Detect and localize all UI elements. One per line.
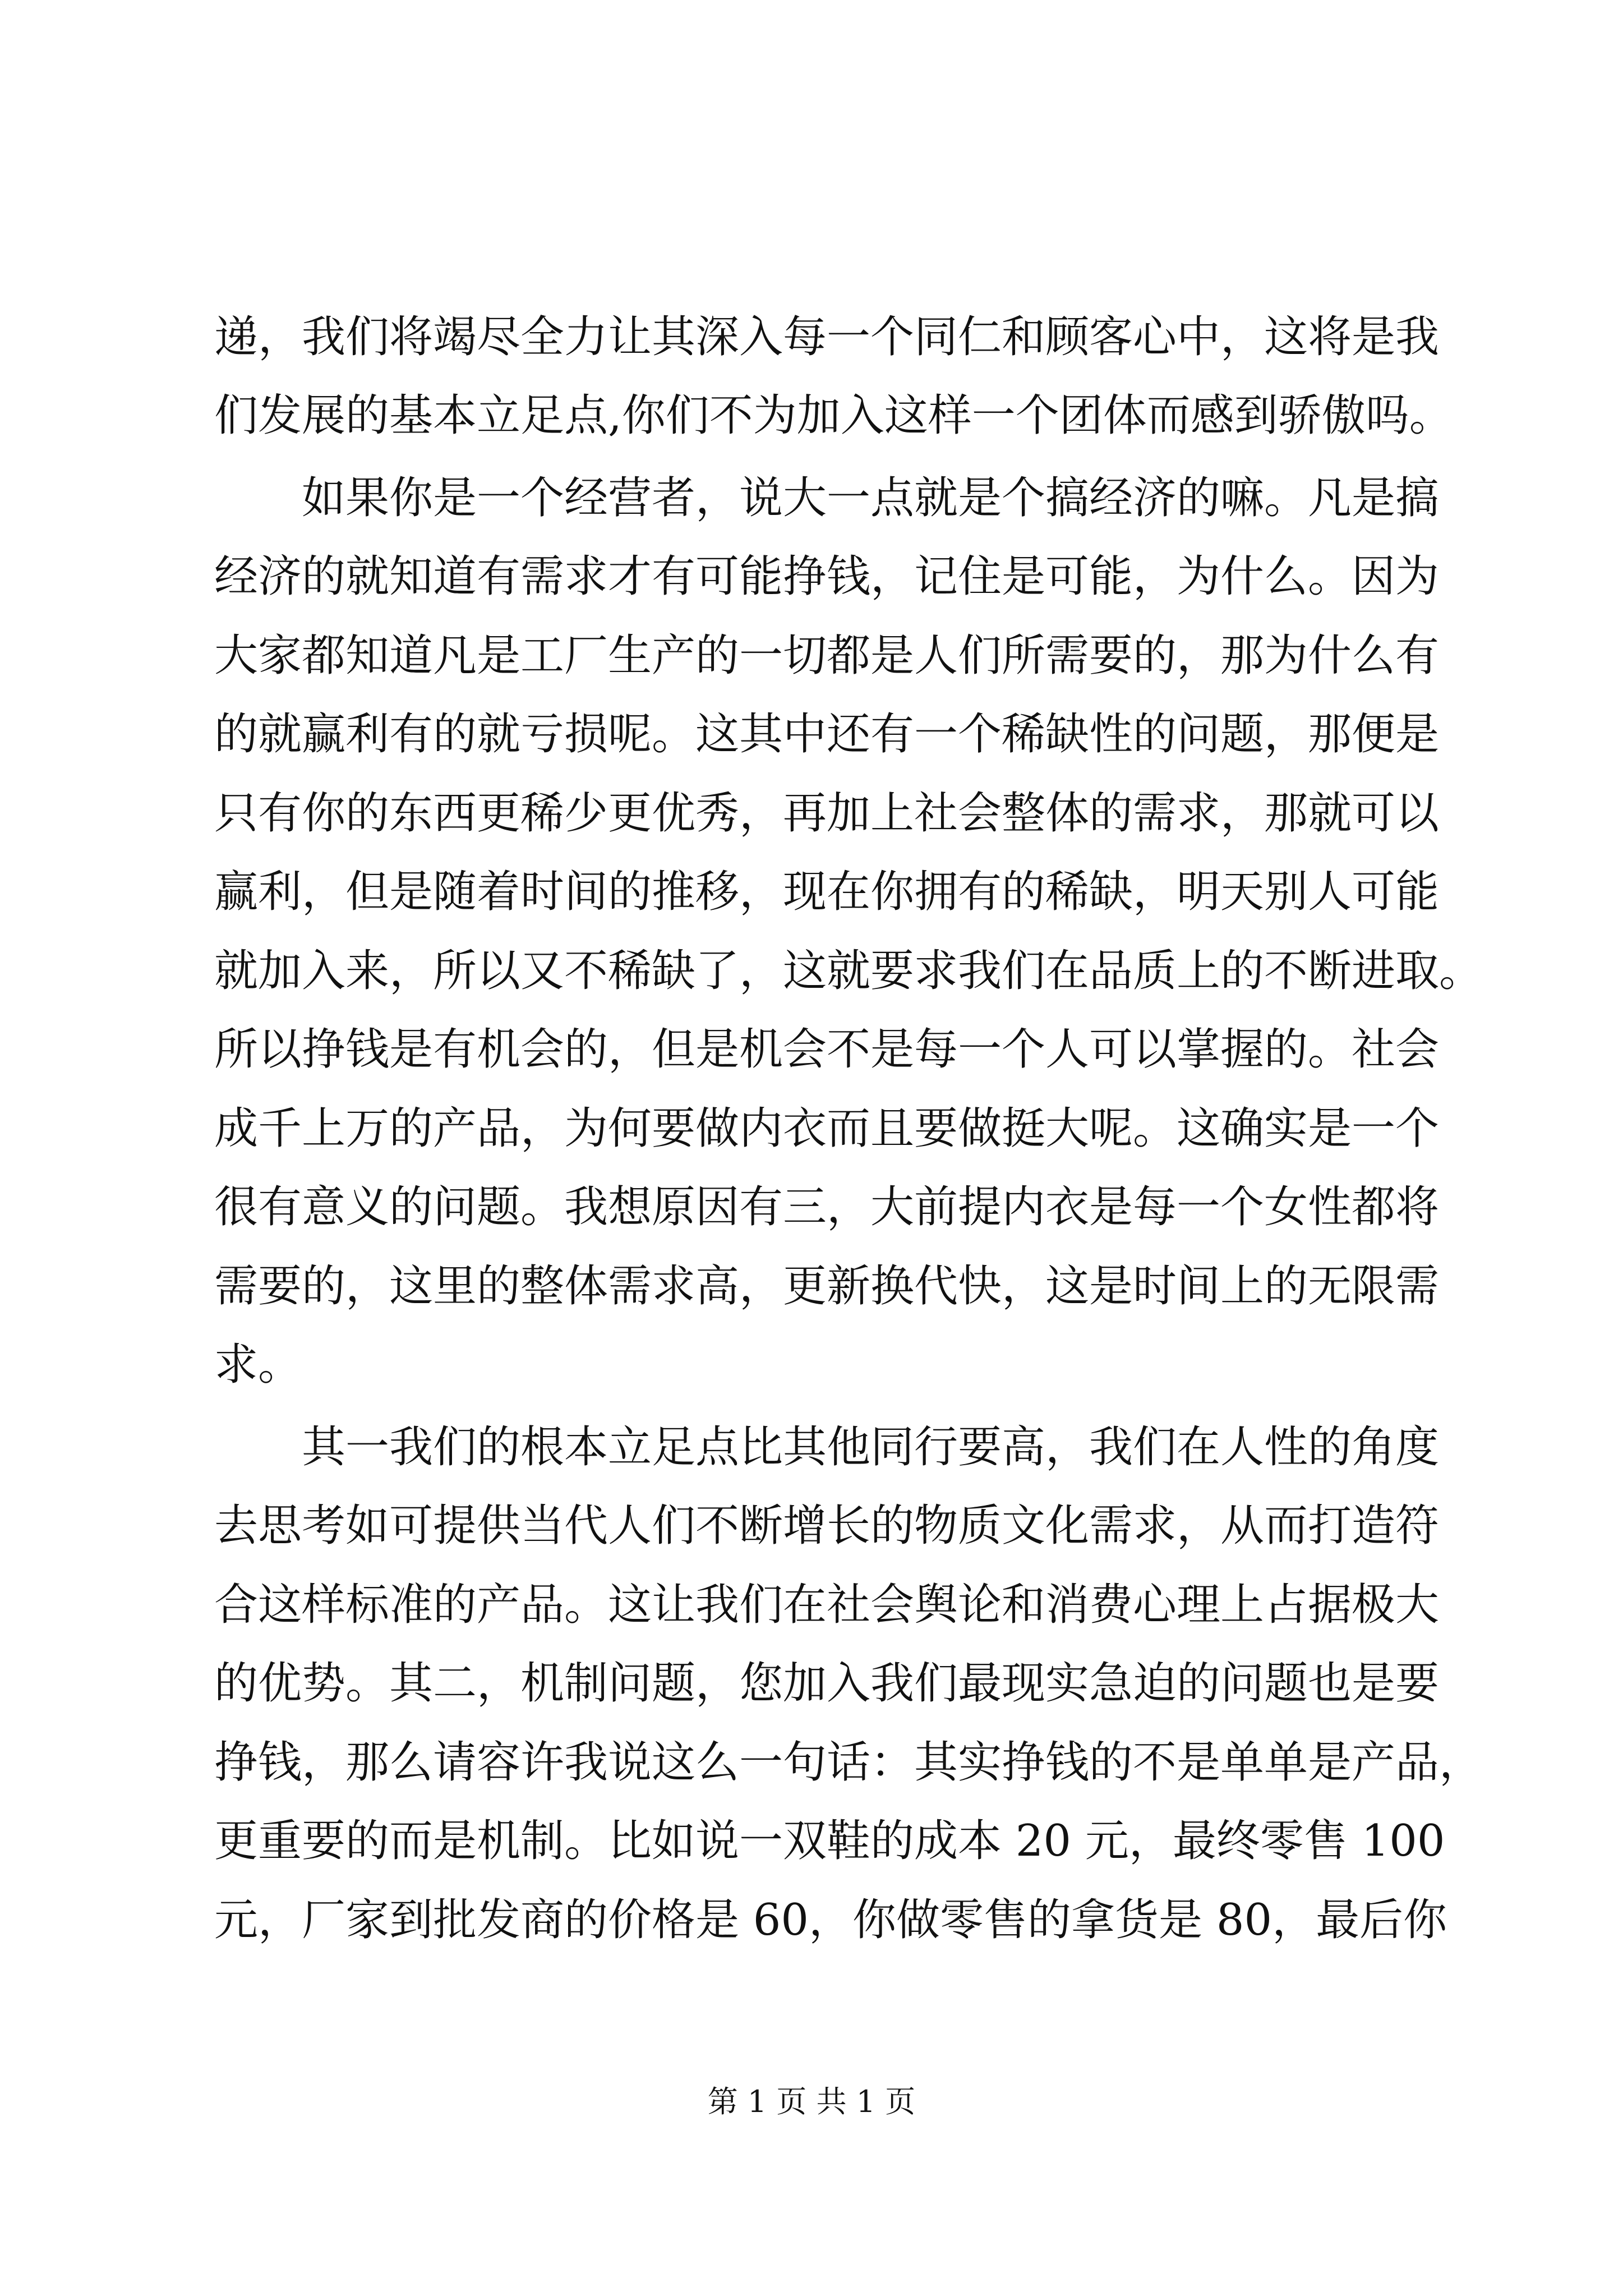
paragraph-start-line: 其一我们的根本立足点比其他同行要高，我们在人性的角度 xyxy=(302,1422,1440,1473)
text-line: 需要的，这里的整体需求高，更新换代快，这是时间上的无限需 xyxy=(214,1261,1440,1312)
text-line: 元，厂家到批发商的价格是 60，你做零售的拿货是 80，最后你 xyxy=(214,1895,1447,1945)
text-line: 更重要的而是机制。比如说一双鞋的成本 20 元，最终零售 100 xyxy=(214,1816,1445,1866)
text-line: 的优势。其二，机制问题，您加入我们最现实急迫的问题也是要 xyxy=(214,1658,1440,1709)
text-line: 们发展的基本立足点,你们不为加入这样一个团体而感到骄傲吗。 xyxy=(214,390,1453,441)
text-line: 成千上万的产品，为何要做内衣而且要做挺大呢。这确实是一个 xyxy=(214,1103,1440,1154)
text-line: 经济的就知道有需求才有可能挣钱，记住是可能，为什么。因为 xyxy=(214,551,1440,602)
text-line: 就加入来，所以又不稀缺了，这就要求我们在品质上的不断进取。 xyxy=(214,946,1483,996)
text-line: 的就赢利有的就亏损呢。这其中还有一个稀缺性的问题，那便是 xyxy=(214,709,1440,760)
page-number-footer: 第 1 页 共 1 页 xyxy=(707,2084,916,2119)
text-line: 挣钱，那么请容许我说这么一句话：其实挣钱的不是单单是产品， xyxy=(214,1737,1483,1788)
text-line: 去思考如可提供当代人们不断增长的物质文化需求，从而打造符 xyxy=(214,1501,1440,1551)
paragraph-start-line: 如果你是一个经营者，说大一点就是个搞经济的嘛。凡是搞 xyxy=(302,473,1440,523)
text-line: 所以挣钱是有机会的，但是机会不是每一个人可以掌握的。社会 xyxy=(214,1024,1440,1075)
text-line: 合这样标准的产品。这让我们在社会舆论和消费心理上占据极大 xyxy=(214,1580,1440,1630)
paragraph-end-line: 求。 xyxy=(214,1340,302,1390)
text-line: 只有你的东西更稀少更优秀，再加上社会整体的需求，那就可以 xyxy=(214,788,1440,839)
text-line: 递，我们将竭尽全力让其深入每一个同仁和顾客心中，这将是我 xyxy=(214,312,1440,362)
text-line: 很有意义的问题。我想原因有三，大前提内衣是每一个女性都将 xyxy=(214,1182,1440,1232)
text-line: 大家都知道凡是工厂生产的一切都是人们所需要的，那为什么有 xyxy=(214,631,1440,681)
text-line: 赢利，但是随着时间的推移，现在你拥有的稀缺，明天别人可能 xyxy=(214,867,1440,917)
